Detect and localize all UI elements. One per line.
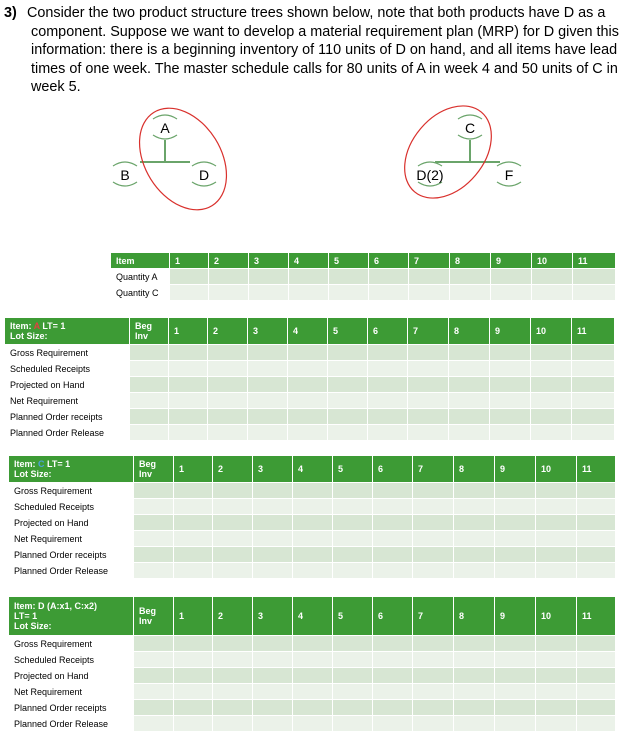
mrp-row-label: Gross Requirement [9,636,134,652]
mrp-cell[interactable] [577,499,616,515]
mrp-cell[interactable] [174,563,213,579]
mrp-cell[interactable] [413,547,454,563]
mrp-cell[interactable] [208,361,248,377]
mrp-cell[interactable] [288,377,328,393]
mrp-cell[interactable] [454,547,495,563]
mrp-cell[interactable] [293,515,333,531]
highlight-ellipse-a [122,92,245,226]
mrp-cell[interactable] [413,700,454,716]
mrp-cell[interactable] [248,361,288,377]
mrp-cell[interactable] [333,652,373,668]
mrp-cell[interactable] [134,668,174,684]
mrp-row-label: Projected on Hand [5,377,130,393]
mrp-cell[interactable] [536,700,577,716]
mrp-cell[interactable] [454,668,495,684]
mrp-cell[interactable] [373,700,413,716]
mrp-row-label: Planned Order Release [9,716,134,732]
question-number: 3) [4,5,17,21]
mrp-cell[interactable] [293,684,333,700]
mrp-cell[interactable] [413,499,454,515]
mrp-cell[interactable] [577,700,616,716]
mrp-cell[interactable] [169,361,208,377]
mrp-cell[interactable] [293,652,333,668]
mrp-a-header-row: Item: A LT= 1 Lot Size: Beg Inv 1 2 3 4 5 6 7 8 9 10 11 [5,318,615,345]
mrp-cell[interactable] [413,716,454,732]
mrp-a-item-cell: Item: A LT= 1 Lot Size: [5,318,130,345]
mrp-cell[interactable] [572,425,615,441]
mrp-cell[interactable] [174,700,213,716]
mrp-cell[interactable] [495,483,536,499]
mrp-cell[interactable] [536,515,577,531]
mrp-cell[interactable] [373,499,413,515]
mrp-cell[interactable] [253,547,293,563]
mrp-cell[interactable] [449,377,490,393]
mrp-cell[interactable] [208,425,248,441]
mrp-cell[interactable] [408,377,449,393]
tree-a-child-d: D [198,167,210,183]
tree-c [387,89,521,215]
mrp-cell[interactable] [449,425,490,441]
mrp-cell[interactable] [373,531,413,547]
mrp-cell[interactable] [213,716,253,732]
mrp-row [5,409,615,425]
mrp-cell[interactable] [293,668,333,684]
mrp-cell[interactable] [536,636,577,652]
mrp-cell[interactable] [531,393,572,409]
mrp-cell[interactable] [408,345,449,361]
mrp-cell[interactable] [174,684,213,700]
mrp-cell[interactable] [408,393,449,409]
mrp-cell[interactable] [253,515,293,531]
mrp-cell[interactable] [368,345,408,361]
mrp-cell[interactable] [328,345,368,361]
mrp-cell[interactable] [531,377,572,393]
mrp-cell[interactable] [454,684,495,700]
mrp-cell[interactable] [134,716,174,732]
mrp-cell[interactable] [490,377,531,393]
mrp-cell[interactable] [490,409,531,425]
mrp-row [9,531,616,547]
mrp-cell[interactable] [293,483,333,499]
mrp-cell[interactable] [328,393,368,409]
mrp-cell[interactable] [495,547,536,563]
mrp-cell[interactable] [536,547,577,563]
item-code-a: A [33,321,40,331]
mrp-cell[interactable] [536,563,577,579]
mrp-cell[interactable] [174,668,213,684]
mrp-cell[interactable] [577,563,616,579]
mrp-row [5,393,615,409]
mrp-cell[interactable] [495,563,536,579]
mrp-cell[interactable] [373,716,413,732]
mrp-cell[interactable] [134,652,174,668]
mrp-row-label: Scheduled Receipts [9,652,134,668]
mrp-cell[interactable] [495,700,536,716]
mrp-row [9,563,616,579]
mrp-a-body [5,345,615,441]
mrp-cell[interactable] [577,684,616,700]
mrp-cell[interactable] [449,345,490,361]
mrp-row [9,515,616,531]
mrp-cell[interactable] [174,652,213,668]
mrp-cell[interactable] [333,547,373,563]
mrp-cell[interactable] [449,409,490,425]
mrp-cell[interactable] [288,361,328,377]
mrp-cell[interactable] [213,483,253,499]
mrp-cell[interactable] [253,668,293,684]
mrp-cell[interactable] [293,700,333,716]
mrp-row [9,652,616,668]
mrp-a-beg-inv: Beg Inv [130,318,169,345]
mrp-c-header-row: Item: C LT= 1 Lot Size: Beg Inv 1 2 3 4 5 6 7 8 9 10 11 [9,456,616,483]
mrp-cell[interactable] [413,636,454,652]
mrp-cell[interactable] [490,425,531,441]
mrp-cell[interactable] [495,636,536,652]
mrp-cell[interactable] [213,636,253,652]
question-line-3: information: there is a beginning inventory of 110 units of D on hand, and all items have lead [31,42,618,59]
mrp-c-beg-inv: Beg Inv [134,456,174,483]
mrp-cell[interactable] [368,377,408,393]
mrp-row [9,499,616,515]
schedule-row-quantity-c: Quantity C [111,285,616,301]
mrp-row [5,377,615,393]
mrp-row-label: Scheduled Receipts [9,499,134,515]
mrp-cell[interactable] [134,531,174,547]
mrp-cell[interactable] [134,636,174,652]
mrp-cell[interactable] [413,515,454,531]
mrp-cell[interactable] [495,716,536,732]
mrp-cell[interactable] [134,700,174,716]
mrp-row-label: Projected on Hand [9,668,134,684]
mrp-cell[interactable] [333,483,373,499]
mrp-cell[interactable] [373,652,413,668]
mrp-cell[interactable] [490,345,531,361]
mrp-cell[interactable] [373,668,413,684]
mrp-cell[interactable] [328,377,368,393]
question-line-1: 3) Consider the two product structure trees shown below, note that both products have D as a [4,5,606,21]
mrp-cell[interactable] [531,361,572,377]
mrp-cell[interactable] [536,531,577,547]
product-structure-trees [0,0,636,240]
mrp-cell[interactable] [253,499,293,515]
mrp-cell[interactable] [536,499,577,515]
mrp-cell[interactable] [454,652,495,668]
mrp-cell[interactable] [293,716,333,732]
mrp-cell[interactable] [213,563,253,579]
schedule-row-quantity-a: Quantity A [111,269,616,285]
mrp-cell[interactable] [333,716,373,732]
mrp-cell[interactable] [174,515,213,531]
mrp-cell[interactable] [213,652,253,668]
mrp-table-a [4,317,615,441]
mrp-cell[interactable] [413,563,454,579]
mrp-cell[interactable] [577,652,616,668]
mrp-cell[interactable] [577,515,616,531]
mrp-cell[interactable] [169,377,208,393]
mrp-cell[interactable] [572,409,615,425]
mrp-cell[interactable] [174,716,213,732]
mrp-row-label: Planned Order receipts [9,700,134,716]
mrp-row-label: Net Requirement [9,684,134,700]
mrp-cell[interactable] [408,425,449,441]
mrp-cell[interactable] [130,345,169,361]
mrp-cell[interactable] [413,531,454,547]
mrp-cell[interactable] [253,483,293,499]
mrp-cell[interactable] [253,652,293,668]
mrp-cell[interactable] [454,483,495,499]
tree-a-parent: A [160,120,170,136]
mrp-cell[interactable] [134,515,174,531]
mrp-cell[interactable] [248,425,288,441]
mrp-cell[interactable] [333,563,373,579]
item-code-c: C [38,459,45,469]
mrp-row-label: Scheduled Receipts [5,361,130,377]
mrp-cell[interactable] [577,483,616,499]
mrp-cell[interactable] [213,531,253,547]
mrp-cell[interactable] [495,515,536,531]
mrp-cell[interactable] [531,345,572,361]
mrp-cell[interactable] [208,393,248,409]
mrp-cell[interactable] [253,716,293,732]
tree-a [113,92,244,226]
mrp-cell[interactable] [134,483,174,499]
mrp-cell[interactable] [413,483,454,499]
highlight-ellipse-c [387,89,509,215]
mrp-cell[interactable] [413,652,454,668]
tree-c-child-d2: D(2) [416,167,444,183]
mrp-cell[interactable] [449,393,490,409]
mrp-cell[interactable] [328,425,368,441]
mrp-cell[interactable] [248,393,288,409]
mrp-d-item-cell: Item: D (A:x1, C:x2) LT= 1 Lot Size: [9,597,134,636]
mrp-d-header-row: Item: D (A:x1, C:x2) LT= 1 Lot Size: Beg Inv 1 2 3 4 5 6 7 8 9 10 11 [9,597,616,636]
mrp-cell[interactable] [213,515,253,531]
mrp-cell[interactable] [368,361,408,377]
mrp-cell[interactable] [495,684,536,700]
mrp-cell[interactable] [408,409,449,425]
mrp-cell[interactable] [572,377,615,393]
mrp-cell[interactable] [134,684,174,700]
master-schedule-table [110,252,616,301]
mrp-cell[interactable] [373,636,413,652]
mrp-row-label: Gross Requirement [9,483,134,499]
mrp-row-label: Projected on Hand [9,515,134,531]
mrp-cell[interactable] [169,425,208,441]
mrp-cell[interactable] [577,636,616,652]
mrp-cell[interactable] [288,393,328,409]
mrp-cell[interactable] [208,409,248,425]
mrp-row-label: Planned Order Release [5,425,130,441]
mrp-cell[interactable] [536,668,577,684]
mrp-cell[interactable] [130,377,169,393]
mrp-row [9,668,616,684]
mrp-row [9,636,616,652]
mrp-cell[interactable] [373,563,413,579]
mrp-cell[interactable] [536,716,577,732]
mrp-cell[interactable] [333,684,373,700]
mrp-cell[interactable] [454,700,495,716]
mrp-row [5,425,615,441]
mrp-cell[interactable] [293,636,333,652]
mrp-row-label: Net Requirement [5,393,130,409]
mrp-cell[interactable] [174,547,213,563]
mrp-cell[interactable] [174,483,213,499]
mrp-cell[interactable] [413,668,454,684]
mrp-cell[interactable] [495,668,536,684]
mrp-cell[interactable] [293,531,333,547]
mrp-cell[interactable] [130,425,169,441]
mrp-row-label: Gross Requirement [5,345,130,361]
mrp-cell[interactable] [174,636,213,652]
mrp-cell[interactable] [333,499,373,515]
mrp-cell[interactable] [454,636,495,652]
mrp-table-c [8,455,616,579]
mrp-cell[interactable] [536,483,577,499]
mrp-cell[interactable] [288,425,328,441]
mrp-cell[interactable] [130,393,169,409]
mrp-row-label: Planned Order receipts [9,547,134,563]
mrp-cell[interactable] [454,515,495,531]
mrp-cell[interactable] [577,668,616,684]
mrp-cell[interactable] [213,700,253,716]
mrp-cell[interactable] [248,409,288,425]
mrp-cell[interactable] [531,409,572,425]
mrp-cell[interactable] [134,547,174,563]
mrp-cell[interactable] [253,700,293,716]
question-line-2: component. Suppose we want to develop a material requirement plan (MRP) for D given this [31,23,619,40]
mrp-row-label: Planned Order Release [9,563,134,579]
mrp-cell[interactable] [253,563,293,579]
mrp-cell[interactable] [454,531,495,547]
mrp-cell[interactable] [213,684,253,700]
mrp-cell[interactable] [333,700,373,716]
mrp-cell[interactable] [536,652,577,668]
mrp-cell[interactable] [373,684,413,700]
mrp-cell[interactable] [328,409,368,425]
mrp-cell[interactable] [134,499,174,515]
mrp-cell[interactable] [454,563,495,579]
mrp-row [9,547,616,563]
mrp-cell[interactable] [408,361,449,377]
mrp-cell[interactable] [572,345,615,361]
mrp-cell[interactable] [208,345,248,361]
tree-c-parent: C [464,120,476,136]
mrp-row-label: Net Requirement [9,531,134,547]
mrp-cell[interactable] [169,409,208,425]
mrp-cell[interactable] [293,563,333,579]
mrp-row [9,684,616,700]
mrp-cell[interactable] [174,499,213,515]
mrp-cell[interactable] [333,668,373,684]
mrp-cell[interactable] [130,409,169,425]
mrp-cell[interactable] [130,361,169,377]
mrp-cell[interactable] [449,361,490,377]
mrp-cell[interactable] [213,499,253,515]
mrp-cell[interactable] [333,636,373,652]
mrp-row [5,345,615,361]
mrp-cell[interactable] [213,668,253,684]
mrp-d-beg-inv: Beg Inv [134,597,174,636]
mrp-cell[interactable] [208,377,248,393]
mrp-row [9,483,616,499]
mrp-cell[interactable] [169,345,208,361]
mrp-cell[interactable] [577,716,616,732]
mrp-cell[interactable] [536,684,577,700]
mrp-row-label: Planned Order receipts [5,409,130,425]
mrp-c-body [9,483,616,579]
mrp-row [9,716,616,732]
mrp-row [5,361,615,377]
mrp-cell[interactable] [328,361,368,377]
mrp-cell[interactable] [373,483,413,499]
mrp-cell[interactable] [495,652,536,668]
mrp-cell[interactable] [248,377,288,393]
mrp-cell[interactable] [577,547,616,563]
mrp-cell[interactable] [454,499,495,515]
mrp-cell[interactable] [495,531,536,547]
mrp-cell[interactable] [368,409,408,425]
mrp-cell[interactable] [174,531,213,547]
mrp-cell[interactable] [333,515,373,531]
mrp-cell[interactable] [253,684,293,700]
mrp-cell[interactable] [293,499,333,515]
mrp-cell[interactable] [490,361,531,377]
schedule-header-row: Item 1 2 3 4 5 6 7 8 9 10 11 [111,253,616,269]
mrp-cell[interactable] [490,393,531,409]
mrp-cell[interactable] [169,393,208,409]
mrp-cell[interactable] [288,345,328,361]
question-line-4: times of one week. The master schedule calls for 80 units of A in week 4 and 50 units of C in [31,60,618,77]
mrp-cell[interactable] [248,345,288,361]
mrp-cell[interactable] [213,547,253,563]
question-line-5: week 5. [31,79,81,96]
mrp-cell[interactable] [413,684,454,700]
mrp-c-item-cell: Item: C LT= 1 Lot Size: [9,456,134,483]
mrp-cell[interactable] [572,361,615,377]
mrp-d-body [9,636,616,732]
mrp-cell[interactable] [531,425,572,441]
tree-a-child-b: B [120,167,130,183]
mrp-row [9,700,616,716]
mrp-cell[interactable] [454,716,495,732]
mrp-cell[interactable] [495,499,536,515]
mrp-table-d [8,596,616,732]
mrp-cell[interactable] [572,393,615,409]
mrp-cell[interactable] [577,531,616,547]
mrp-cell[interactable] [333,531,373,547]
tree-c-child-f: F [504,167,514,183]
mrp-cell[interactable] [288,409,328,425]
schedule-item-header: Item [111,253,170,269]
mrp-cell[interactable] [368,425,408,441]
mrp-cell[interactable] [368,393,408,409]
mrp-cell[interactable] [293,547,333,563]
mrp-cell[interactable] [373,515,413,531]
mrp-cell[interactable] [253,531,293,547]
mrp-cell[interactable] [134,563,174,579]
mrp-cell[interactable] [253,636,293,652]
mrp-cell[interactable] [373,547,413,563]
